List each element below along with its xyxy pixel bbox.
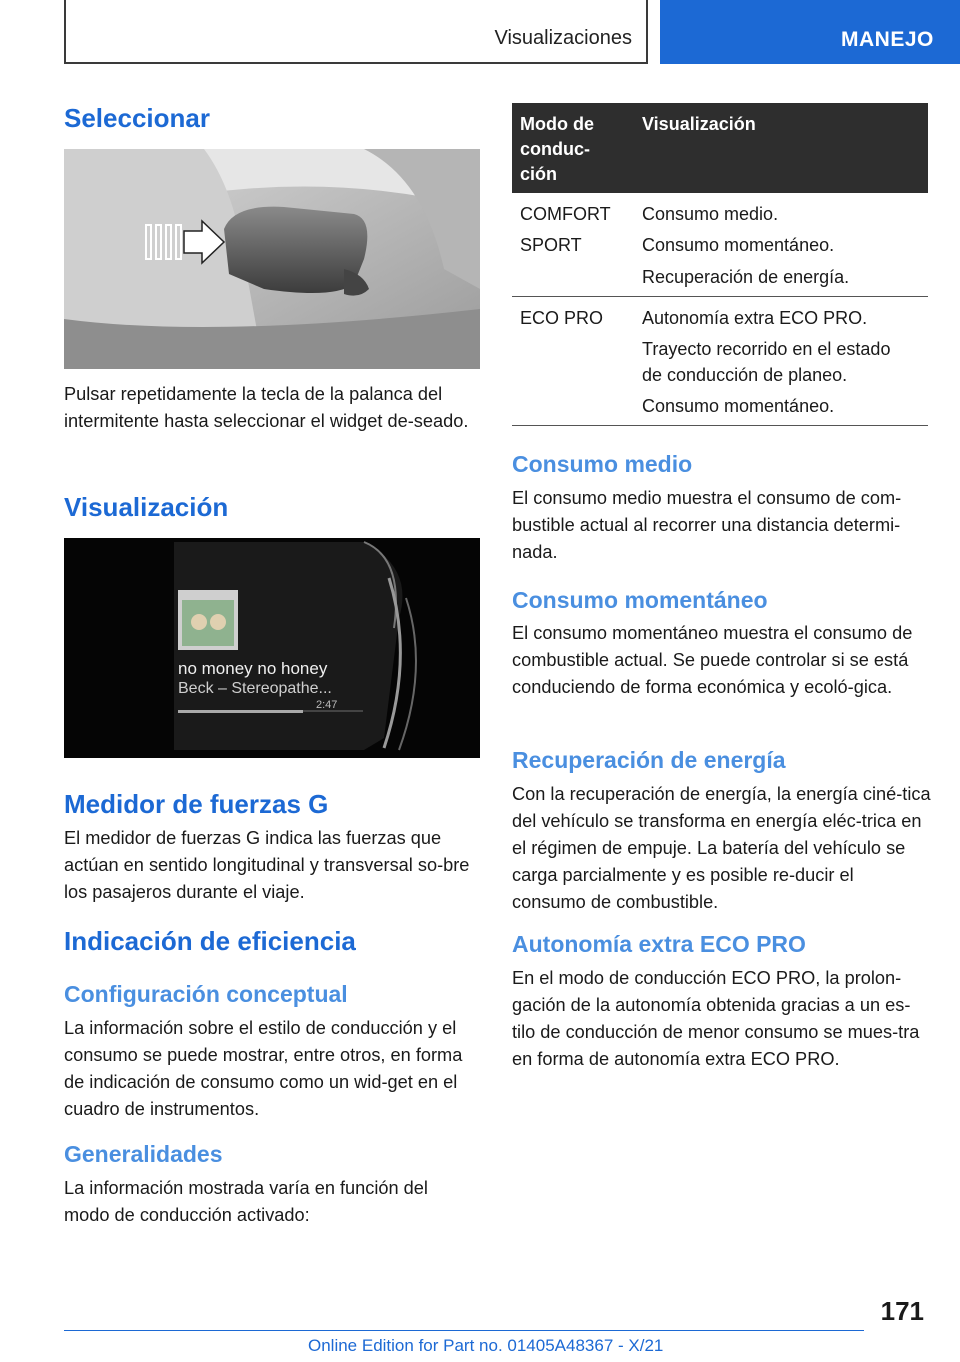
heading-consumo-medio: Consumo medio: [512, 451, 693, 477]
select-instructions: Pulsar repetidamente la tecla de la palanca del intermitente hasta seleccionar el widget de-seado.: [64, 384, 469, 431]
widget-time: 2:47: [316, 699, 338, 711]
footer-edition: Online Edition for Part no. 01405A48367 - X/21: [308, 1336, 664, 1355]
heading-recuperacion-energia: Recuperación de energía: [512, 747, 786, 773]
header-section-title: Visualizaciones: [494, 27, 632, 49]
heading-consumo-momentaneo: Consumo momentáneo: [512, 587, 768, 613]
general-description: La información mostrada varía en función del modo de conducción activado:: [64, 1178, 428, 1225]
table-cell-display: de conducción de planeo.: [642, 365, 848, 385]
table-cell-display: Consumo momentáneo.: [642, 396, 835, 416]
inst-consumption-description: El consumo momentáneo muestra el consumo de combustible actual. Se puede controlar si se está conduciendo de forma económica y ecoló-gica.: [512, 623, 913, 697]
concept-description: La información sobre el estilo de conducción y el consumo se puede mostrar, entre otros, en forma de indicación de consumo como un wid-get en el cuadro de instrumentos.: [64, 1018, 463, 1119]
heading-autonomia-extra-eco-pro: Autonomía extra ECO PRO: [512, 931, 806, 957]
table-cell-display: Trayecto recorrido en el estado: [642, 339, 891, 359]
table-cell-display: Autonomía extra ECO PRO.: [642, 308, 868, 328]
widget-song-title: no money no honey: [178, 659, 328, 678]
instrument-cluster-widget-image: [64, 538, 480, 758]
header-chapter-tab: [660, 0, 960, 64]
heading-indicacion-eficiencia: Indicación de eficiencia: [64, 926, 356, 956]
heading-generalidades: Generalidades: [64, 1141, 223, 1167]
footer-rule: [64, 1330, 864, 1331]
gforce-description: El medidor de fuerzas G indica las fuerzas que actúan en sentido longitudinal y transversal so-bre los pasajeros durante el viaje.: [64, 828, 470, 902]
table-cell-display: Recuperación de energía.: [642, 267, 850, 287]
table-header-display: Visualización: [642, 114, 756, 134]
header-section-box: [64, 0, 648, 64]
table-cell-mode: COMFORT: [520, 204, 611, 224]
turn-signal-lever-illustration: [64, 149, 480, 369]
page-number: 171: [880, 1296, 924, 1326]
heading-visualizacion: Visualización: [64, 492, 229, 522]
widget-artist: Beck – Stereopathe...: [178, 680, 332, 697]
table-cell-display: Consumo medio.: [642, 204, 779, 224]
table-row-divider: [512, 296, 928, 297]
table-header: [512, 103, 928, 193]
table-header-mode: Modo de conduc- ción: [520, 114, 594, 184]
heading-seleccionar: Seleccionar: [64, 103, 210, 133]
table-cell-mode: SPORT: [520, 235, 582, 255]
energy-recuperation-description: Con la recuperación de energía, la energía ciné-tica del vehículo se transforma en energía eléc-trica en el régimen de empuje. La batería del vehículo se carga parcialmente y es posible re-ducir el consumo de combustible.: [512, 784, 931, 912]
eco-pro-description: En el modo de conducción ECO PRO, la prolon-gación de la autonomía obtenida gracias a un es-tilo de conducción de menor consumo se mues-tra en forma de autonomía extra ECO PRO.: [512, 968, 920, 1069]
avg-consumption-description: El consumo medio muestra el consumo de com-bustible actual al recorrer una distancia determi-nada.: [512, 488, 902, 562]
table-cell-display: Consumo momentáneo.: [642, 235, 835, 255]
table-cell-mode: ECO PRO: [520, 308, 604, 328]
header-chapter-label: MANEJO: [841, 28, 934, 51]
heading-medidor-fuerzas-g: Medidor de fuerzas G: [64, 789, 329, 819]
table-bottom-rule: [512, 425, 928, 426]
heading-configuracion-conceptual: Configuración conceptual: [64, 981, 348, 1007]
